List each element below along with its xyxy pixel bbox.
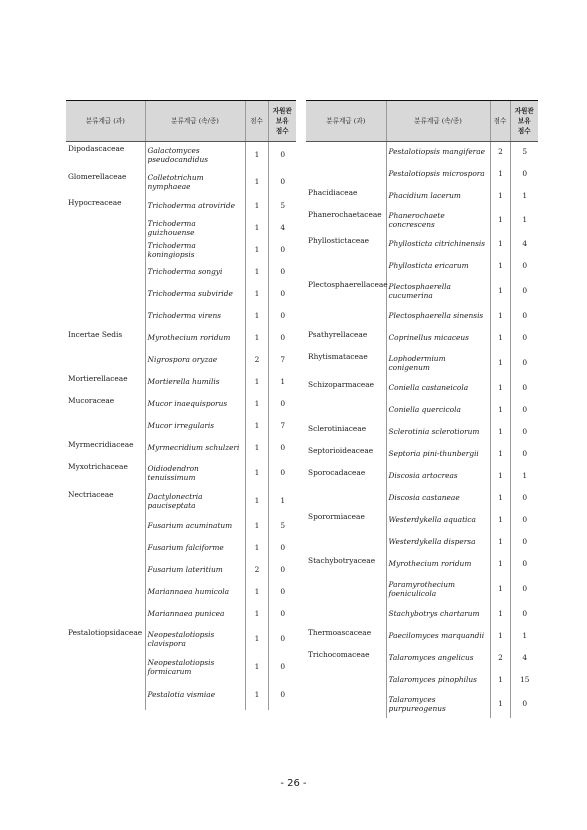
holding-header-line1: 자원관 xyxy=(272,107,292,115)
table-row xyxy=(66,170,296,196)
holding-count-cell: 0 xyxy=(268,306,296,328)
family-cell xyxy=(66,262,145,284)
table-row xyxy=(306,142,538,164)
table-row xyxy=(306,278,538,306)
header-row xyxy=(306,101,538,142)
family-cell: Dipodascaceae xyxy=(68,144,125,153)
species-cell: Neopestalotiopsis clavispora xyxy=(145,626,245,654)
count-cell: 1 xyxy=(490,604,510,626)
holding-count-cell: 4 xyxy=(510,648,538,670)
right-table-body xyxy=(306,142,538,718)
count-cell: 1 xyxy=(245,626,268,654)
family-cell xyxy=(66,682,145,710)
holding-count-cell: 0 xyxy=(268,626,296,654)
holding-count-cell: 1 xyxy=(510,186,538,208)
count-cell: 1 xyxy=(490,554,510,576)
holding-header-line3: 점수 xyxy=(517,127,531,135)
count-cell: 1 xyxy=(490,328,510,350)
table-row xyxy=(306,208,538,234)
table-row xyxy=(306,378,538,400)
family-cell xyxy=(66,416,145,438)
family-cell xyxy=(306,576,386,604)
family-cell xyxy=(66,306,145,328)
holding-count-cell: 0 xyxy=(268,262,296,284)
table-row xyxy=(66,460,296,488)
family-header: 분류계급 (과) xyxy=(306,101,386,142)
species-cell: Lophodermium conigenum xyxy=(386,350,490,378)
count-cell: 1 xyxy=(245,582,268,604)
count-cell: 1 xyxy=(245,328,268,350)
holding-header-line2: 보유 xyxy=(517,117,531,125)
family-cell: Sclerotiniaceae xyxy=(308,423,367,433)
holding-count-cell: 15 xyxy=(510,670,538,692)
table-row xyxy=(306,576,538,604)
species-cell: Pestalotiopsis mangiferae xyxy=(386,142,490,164)
species-cell: Fusarium lateritium xyxy=(145,560,245,582)
family-cell xyxy=(66,604,145,626)
family-cell: Psathyrellaceae xyxy=(308,329,368,339)
table-row xyxy=(66,240,296,262)
count-cell: 1 xyxy=(490,692,510,718)
holding-count-cell: 0 xyxy=(268,170,296,196)
count-cell: 1 xyxy=(490,256,510,278)
count-cell: 2 xyxy=(490,142,510,164)
count-cell: 1 xyxy=(245,142,268,170)
right-species-table xyxy=(306,100,538,718)
count-cell: 2 xyxy=(245,560,268,582)
family-cell: Phacidiaceae xyxy=(308,187,358,197)
species-cell: Trichoderma virens xyxy=(145,306,245,328)
species-cell: Myrothecium roridum xyxy=(386,554,490,576)
family-cell: Phyllostictaceae xyxy=(308,235,370,245)
table-row xyxy=(66,516,296,538)
holding-count-cell: 0 xyxy=(510,278,538,306)
table-row xyxy=(66,682,296,710)
count-cell: 2 xyxy=(245,350,268,372)
holding-header xyxy=(268,101,296,142)
species-cell: Septoria pini-thunbergii xyxy=(386,444,490,466)
family-cell xyxy=(66,240,145,262)
table-row xyxy=(66,560,296,582)
count-cell: 1 xyxy=(490,186,510,208)
family-cell xyxy=(66,560,145,582)
holding-count-cell: 0 xyxy=(510,400,538,422)
count-cell: 1 xyxy=(245,306,268,328)
species-cell: Phacidium lacerum xyxy=(386,186,490,208)
count-header: 점수 xyxy=(245,101,268,142)
holding-count-cell: 0 xyxy=(510,576,538,604)
count-cell: 1 xyxy=(490,208,510,234)
holding-count-cell: 0 xyxy=(510,554,538,576)
holding-count-cell: 0 xyxy=(268,240,296,262)
table-row xyxy=(66,218,296,240)
table-row xyxy=(66,654,296,682)
table-row xyxy=(66,416,296,438)
species-cell: Trichoderma koningiopsis xyxy=(145,240,245,262)
holding-count-cell: 5 xyxy=(510,142,538,164)
family-cell xyxy=(306,164,386,186)
table-row xyxy=(306,328,538,350)
species-cell: Fusarium acuminatum xyxy=(145,516,245,538)
table-row xyxy=(306,554,538,576)
species-cell: Nigrospora oryzae xyxy=(145,350,245,372)
table-row xyxy=(306,466,538,488)
family-cell: Phanerochaetaceae xyxy=(308,209,382,219)
species-cell: Talaromyces angelicus xyxy=(386,648,490,670)
holding-count-cell: 0 xyxy=(510,604,538,626)
family-cell xyxy=(66,284,145,306)
count-cell: 1 xyxy=(490,444,510,466)
family-cell xyxy=(306,692,386,718)
family-cell xyxy=(66,218,145,240)
species-cell: Mariannaea humicola xyxy=(145,582,245,604)
table-row xyxy=(306,422,538,444)
holding-count-cell: 4 xyxy=(510,234,538,256)
count-cell: 1 xyxy=(490,576,510,604)
count-cell: 1 xyxy=(490,278,510,306)
family-cell: Glomerellaceae xyxy=(68,171,127,181)
holding-count-cell: 0 xyxy=(510,350,538,378)
table-row xyxy=(306,626,538,648)
family-cell: Pestalotiopsidaceae xyxy=(68,627,143,637)
count-cell: 1 xyxy=(245,170,268,196)
holding-count-cell: 1 xyxy=(510,208,538,234)
table-row xyxy=(66,582,296,604)
species-cell: Discosia castaneae xyxy=(386,488,490,510)
holding-count-cell: 1 xyxy=(268,372,296,394)
table-row xyxy=(306,234,538,256)
family-cell: Mortierellaceae xyxy=(68,373,128,383)
species-cell: Mariannaea punicea xyxy=(145,604,245,626)
family-cell: Sporocadaceae xyxy=(308,467,366,477)
count-cell: 1 xyxy=(490,164,510,186)
species-cell: Talaromyces purpureogenus xyxy=(386,692,490,718)
left-species-table xyxy=(66,100,296,710)
family-cell xyxy=(66,350,145,372)
species-cell: Mortierella humilis xyxy=(145,372,245,394)
holding-count-cell: 0 xyxy=(268,654,296,682)
count-cell: 1 xyxy=(245,262,268,284)
holding-count-cell: 0 xyxy=(268,682,296,710)
table-row xyxy=(306,604,538,626)
holding-count-cell: 0 xyxy=(268,460,296,488)
holding-header-line2: 보유 xyxy=(275,117,289,125)
holding-count-cell: 0 xyxy=(268,560,296,582)
holding-count-cell: 7 xyxy=(268,416,296,438)
holding-count-cell: 0 xyxy=(510,378,538,400)
family-cell xyxy=(306,142,386,164)
table-row xyxy=(66,142,296,170)
species-cell: Coprinellus micaceus xyxy=(386,328,490,350)
table-row xyxy=(306,306,538,328)
holding-count-cell: 1 xyxy=(510,626,538,648)
holding-count-cell: 5 xyxy=(268,516,296,538)
species-cell: Paramyrothecium foeniculicola xyxy=(386,576,490,604)
family-cell xyxy=(306,670,386,692)
table-row xyxy=(306,532,538,554)
family-cell xyxy=(306,306,386,328)
family-cell: Sporormiaceae xyxy=(308,511,365,521)
table-row xyxy=(306,400,538,422)
family-cell xyxy=(66,516,145,538)
species-cell: Dactylonectria pauciseptata xyxy=(145,488,245,516)
count-cell: 1 xyxy=(245,538,268,560)
holding-count-cell: 0 xyxy=(268,394,296,416)
family-cell: Trichocomaceae xyxy=(308,649,370,659)
holding-count-cell: 0 xyxy=(510,510,538,532)
species-cell: Phyllosticta citrichinensis xyxy=(386,234,490,256)
family-cell: Septorioideaceae xyxy=(308,445,374,455)
count-cell: 1 xyxy=(490,488,510,510)
species-cell: Pestalotia vismiae xyxy=(145,682,245,710)
family-cell xyxy=(66,582,145,604)
species-cell: Phyllosticta ericarum xyxy=(386,256,490,278)
species-cell: Discosia artocreas xyxy=(386,466,490,488)
species-cell: Trichoderma atroviride xyxy=(145,196,245,218)
holding-count-cell: 0 xyxy=(510,692,538,718)
holding-count-cell: 0 xyxy=(268,142,296,170)
holding-count-cell: 0 xyxy=(510,164,538,186)
species-cell: Fusarium falciforme xyxy=(145,538,245,560)
table-row xyxy=(66,538,296,560)
count-cell: 1 xyxy=(245,654,268,682)
family-cell xyxy=(306,488,386,510)
count-cell: 1 xyxy=(490,306,510,328)
table-row xyxy=(66,488,296,516)
holding-count-cell: 4 xyxy=(268,218,296,240)
species-cell: Plectosphaerella cucumerina xyxy=(386,278,490,306)
family-cell: Stachybotryaceae xyxy=(308,555,376,565)
family-cell: Myrmecridiaceae xyxy=(68,439,134,449)
species-cell: Pestalotiopsis microspora xyxy=(386,164,490,186)
species-cell: Westerdykella aquatica xyxy=(386,510,490,532)
count-cell: 1 xyxy=(245,416,268,438)
species-cell: Coniella castaneicola xyxy=(386,378,490,400)
holding-header xyxy=(510,101,538,142)
table-row xyxy=(306,444,538,466)
species-cell: Mucor irregularis xyxy=(145,416,245,438)
table-row xyxy=(306,186,538,208)
family-cell xyxy=(306,604,386,626)
species-cell: Plectosphaerella sinensis xyxy=(386,306,490,328)
table-row xyxy=(66,438,296,460)
holding-count-cell: 0 xyxy=(510,532,538,554)
family-cell: Plectosphaerellaceae xyxy=(308,279,388,289)
table-row xyxy=(306,256,538,278)
holding-count-cell: 1 xyxy=(510,466,538,488)
count-cell: 1 xyxy=(490,670,510,692)
holding-count-cell: 7 xyxy=(268,350,296,372)
holding-header-line1: 자원관 xyxy=(514,107,534,115)
species-cell: Talaromyces pinophilus xyxy=(386,670,490,692)
table-row xyxy=(306,510,538,532)
family-cell: Hypocreaceae xyxy=(68,197,122,207)
table-row xyxy=(306,692,538,718)
family-cell: Myxotrichaceae xyxy=(68,461,128,471)
table-row xyxy=(66,306,296,328)
table-row xyxy=(66,328,296,350)
species-cell: Neopestalotiopsis formicarum xyxy=(145,654,245,682)
count-cell: 1 xyxy=(490,466,510,488)
family-cell: Mucoraceae xyxy=(68,395,115,405)
species-cell: Trichoderma subviride xyxy=(145,284,245,306)
holding-count-cell: 0 xyxy=(268,284,296,306)
count-cell: 1 xyxy=(245,438,268,460)
count-cell: 1 xyxy=(490,626,510,648)
table-row xyxy=(66,350,296,372)
table-row xyxy=(306,488,538,510)
species-header: 분류계급 (속/종) xyxy=(386,101,490,142)
table-row xyxy=(66,372,296,394)
table-row xyxy=(66,604,296,626)
count-cell: 1 xyxy=(490,378,510,400)
count-cell: 1 xyxy=(245,682,268,710)
species-cell: Phanerochaete concrescens xyxy=(386,208,490,234)
count-cell: 1 xyxy=(245,240,268,262)
header-row xyxy=(66,101,296,142)
family-cell: Rhytismataceae xyxy=(308,351,368,361)
count-cell: 1 xyxy=(490,532,510,554)
family-cell: Thermoascaceae xyxy=(308,627,372,637)
table-row xyxy=(66,262,296,284)
count-cell: 1 xyxy=(245,394,268,416)
species-cell: Myrmecridium schulzeri xyxy=(145,438,245,460)
holding-count-cell: 0 xyxy=(268,582,296,604)
species-cell: Mucor inaequisporus xyxy=(145,394,245,416)
holding-count-cell: 0 xyxy=(510,444,538,466)
count-cell: 1 xyxy=(245,460,268,488)
count-cell: 1 xyxy=(245,488,268,516)
holding-count-cell: 0 xyxy=(510,306,538,328)
holding-count-cell: 0 xyxy=(268,538,296,560)
family-cell: Schizoparmaceae xyxy=(308,379,375,389)
species-cell: Oidiodendron tenuissimum xyxy=(145,460,245,488)
holding-count-cell: 0 xyxy=(510,422,538,444)
count-cell: 1 xyxy=(490,400,510,422)
holding-count-cell: 1 xyxy=(268,488,296,516)
species-cell: Westerdykella dispersa xyxy=(386,532,490,554)
species-cell: Colletotrichum nymphaeae xyxy=(145,170,245,196)
count-cell: 1 xyxy=(245,516,268,538)
holding-count-cell: 5 xyxy=(268,196,296,218)
table-row xyxy=(66,626,296,654)
count-header: 점수 xyxy=(490,101,510,142)
species-cell: Sclerotinia sclerotiorum xyxy=(386,422,490,444)
left-table-body xyxy=(66,142,296,710)
holding-count-cell: 0 xyxy=(268,438,296,460)
species-cell: Coniella quercicola xyxy=(386,400,490,422)
count-cell: 1 xyxy=(490,422,510,444)
family-cell xyxy=(66,538,145,560)
species-cell: Trichoderma guizhouense xyxy=(145,218,245,240)
table-row xyxy=(306,164,538,186)
family-cell xyxy=(66,654,145,682)
count-cell: 2 xyxy=(490,648,510,670)
holding-count-cell: 0 xyxy=(510,256,538,278)
holding-count-cell: 0 xyxy=(268,328,296,350)
species-cell: Galactomyces pseudocandidus xyxy=(145,142,245,170)
family-cell xyxy=(306,400,386,422)
count-cell: 1 xyxy=(245,218,268,240)
table-row xyxy=(66,284,296,306)
table-row xyxy=(306,648,538,670)
count-cell: 1 xyxy=(490,510,510,532)
holding-count-cell: 0 xyxy=(510,488,538,510)
species-header: 분류계급 (속/종) xyxy=(145,101,245,142)
count-cell: 1 xyxy=(490,350,510,378)
page-number: - 26 - xyxy=(280,778,307,789)
count-cell: 1 xyxy=(245,196,268,218)
count-cell: 1 xyxy=(245,284,268,306)
species-cell: Myrothecium roridum xyxy=(145,328,245,350)
species-cell: Trichoderma songyi xyxy=(145,262,245,284)
species-cell: Stachybotrys chartarum xyxy=(386,604,490,626)
holding-count-cell: 0 xyxy=(510,328,538,350)
family-cell xyxy=(306,256,386,278)
family-cell: Incertae Sedis xyxy=(68,329,123,339)
family-cell xyxy=(306,532,386,554)
table-row xyxy=(66,196,296,218)
table-row xyxy=(306,670,538,692)
table-row xyxy=(306,350,538,378)
holding-header-line3: 점수 xyxy=(275,127,289,135)
table-row xyxy=(66,394,296,416)
family-cell: Nectriaceae xyxy=(68,489,114,499)
count-cell: 1 xyxy=(245,604,268,626)
count-cell: 1 xyxy=(245,372,268,394)
count-cell: 1 xyxy=(490,234,510,256)
species-cell: Paecilomyces marquandii xyxy=(386,626,490,648)
family-header: 분류계급 (과) xyxy=(66,101,145,142)
holding-count-cell: 0 xyxy=(268,604,296,626)
